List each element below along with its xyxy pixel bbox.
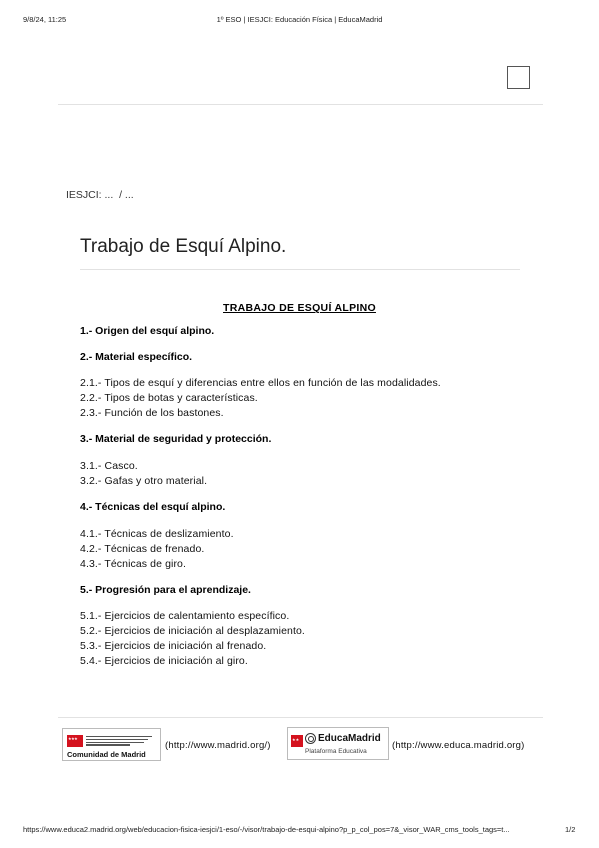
title-divider bbox=[80, 269, 520, 270]
list-item: 5.2.- Ejercicios de iniciación al desplazamiento. bbox=[80, 625, 305, 637]
print-header bbox=[0, 15, 599, 27]
document-heading: TRABAJO DE ESQUÍ ALPINO bbox=[223, 302, 376, 314]
list-item: 2.3.- Función de los bastones. bbox=[80, 407, 224, 419]
educamadrid-logo-text: EducaMadrid bbox=[318, 733, 381, 744]
footer-divider bbox=[58, 717, 543, 718]
madrid-flag-icon bbox=[67, 735, 83, 747]
list-item: 5.4.- Ejercicios de iniciación al giro. bbox=[80, 655, 248, 667]
list-item: 4.3.- Técnicas de giro. bbox=[80, 558, 186, 570]
toggle-checkbox-icon[interactable] bbox=[507, 66, 530, 89]
list-item: 3.2.- Gafas y otro material. bbox=[80, 475, 208, 487]
section-title: 3.- Material de seguridad y protección. bbox=[80, 433, 272, 445]
educamadrid-logo[interactable] bbox=[287, 727, 389, 760]
page-title: Trabajo de Esquí Alpino. bbox=[80, 236, 287, 257]
list-item: 2.2.- Tipos de botas y características. bbox=[80, 392, 258, 404]
list-item: 5.3.- Ejercicios de iniciación al frenado. bbox=[80, 640, 267, 652]
print-page-number: 1/2 bbox=[565, 825, 576, 834]
madrid-flag-icon bbox=[291, 735, 303, 747]
print-datetime: 9/8/24, 11:25 bbox=[23, 15, 67, 24]
divider bbox=[58, 104, 543, 105]
print-url: https://www.educa2.madrid.org/web/educacion-fisica-iesjci/1-eso/-/visor/trabajo-de-esqui-alpino?p_p_col_pos=7&_visor_WAR_cms_tools_tags=t... bbox=[23, 825, 510, 834]
section-title: 2.- Material específico. bbox=[80, 351, 193, 363]
comunidad-logo-text: Comunidad de Madrid bbox=[67, 750, 146, 759]
list-item: 3.1.- Casco. bbox=[80, 460, 138, 472]
educamadrid-logo-subtitle: Plataforma Educativa bbox=[305, 748, 367, 755]
educamadrid-icon bbox=[305, 733, 316, 744]
section-title: 5.- Progresión para el aprendizaje. bbox=[80, 584, 251, 596]
comunidad-madrid-logo[interactable] bbox=[62, 728, 161, 761]
logo-fine-print bbox=[86, 736, 156, 747]
educamadrid-url-link[interactable]: (http://www.educa.madrid.org) bbox=[392, 740, 525, 751]
list-item: 4.1.- Técnicas de deslizamiento. bbox=[80, 528, 234, 540]
print-page-title: 1º ESO | IESJCI: Educación Física | EducaMadrid bbox=[216, 15, 383, 24]
list-item: 2.1.- Tipos de esquí y diferencias entre ellos en función de las modalidades. bbox=[80, 377, 441, 389]
list-item: 5.1.- Ejercicios de calentamiento específico. bbox=[80, 610, 290, 622]
list-item: 4.2.- Técnicas de frenado. bbox=[80, 543, 205, 555]
breadcrumb[interactable]: IESJCI: ... / ... bbox=[66, 189, 134, 201]
comunidad-url-link[interactable]: (http://www.madrid.org/) bbox=[165, 740, 271, 751]
document-heading-wrap bbox=[0, 298, 599, 316]
section-title: 4.- Técnicas del esquí alpino. bbox=[80, 501, 226, 513]
section-title: 1.- Origen del esquí alpino. bbox=[80, 325, 215, 337]
